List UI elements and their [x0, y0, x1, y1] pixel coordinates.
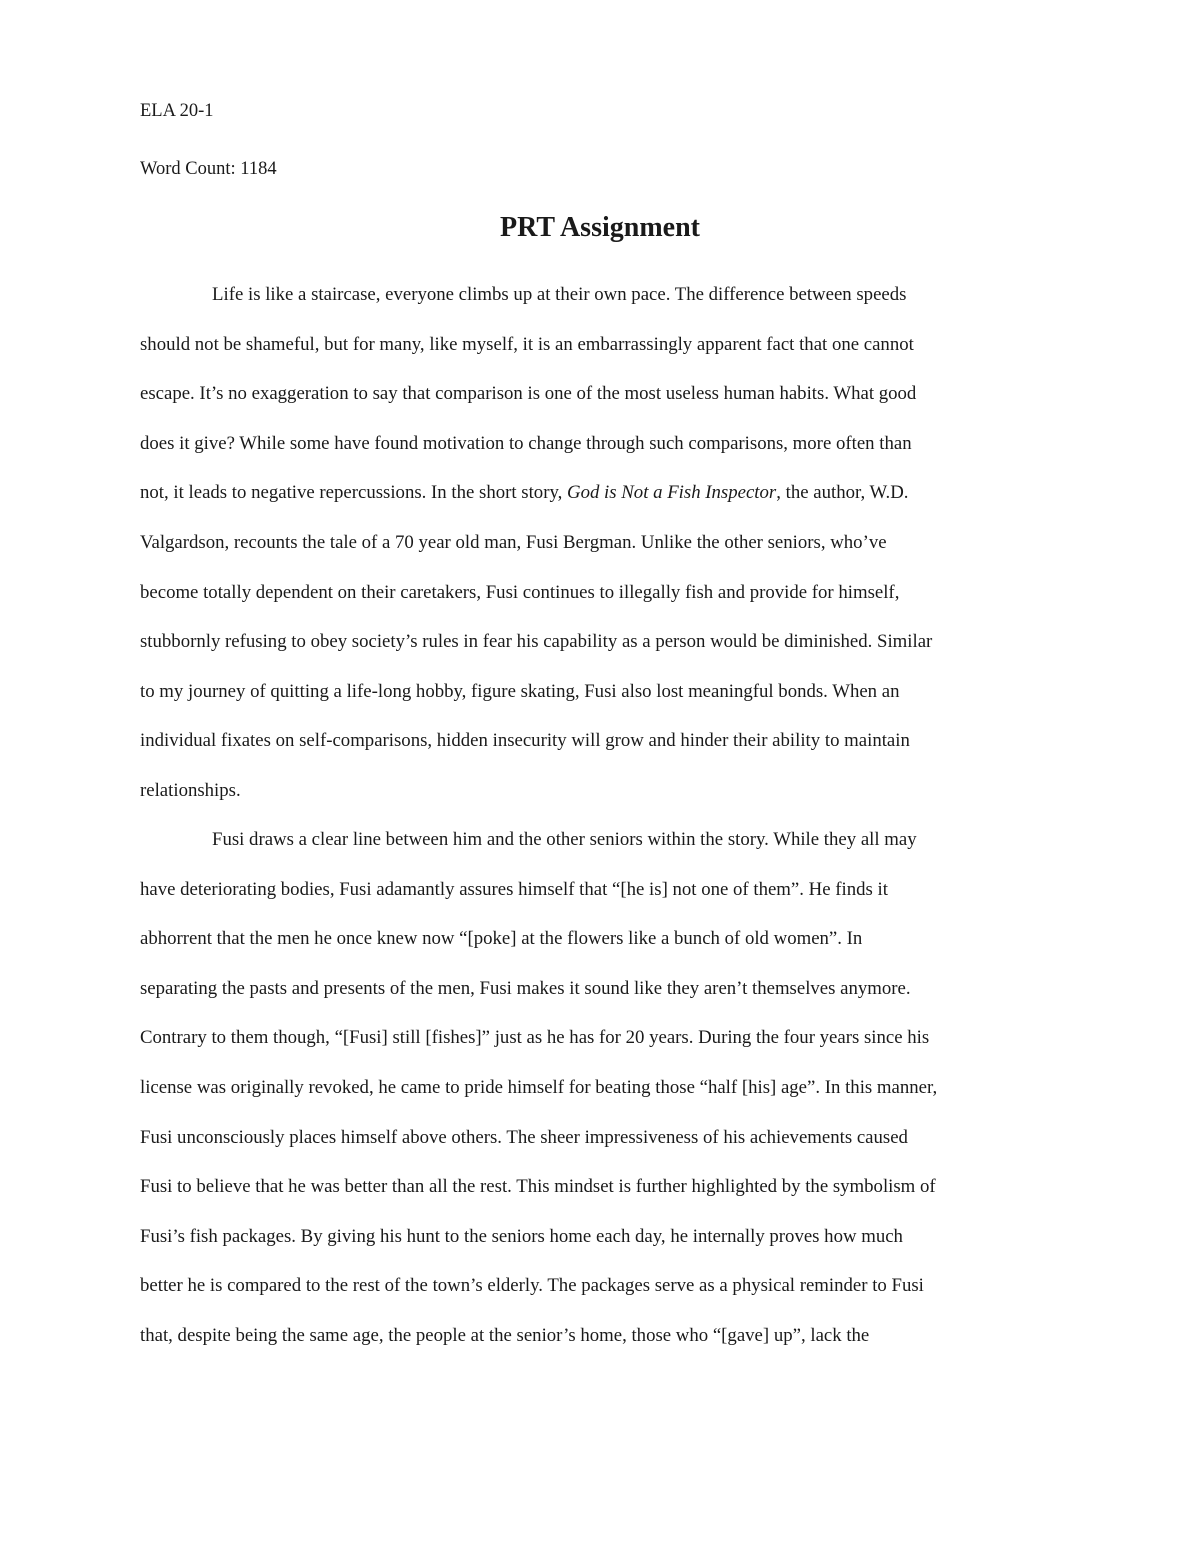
text-segment: have deteriorating bodies, Fusi adamantly assures himself that “[he is] not one of them”. He finds it	[140, 878, 888, 900]
course-label: ELA 20-1	[140, 101, 214, 121]
text-line	[140, 815, 1070, 865]
text-line	[140, 270, 1070, 320]
text-segment: escape. It’s no exaggeration to say that comparison is one of the most useless human habits. What good	[140, 383, 917, 405]
text-line	[140, 766, 1070, 816]
text-line	[140, 1113, 1070, 1163]
text-line	[140, 518, 1070, 568]
text-segment: abhorrent that the men he once knew now “[poke] at the flowers like a bunch of old women”. In	[140, 928, 863, 950]
text-segment: Fusi unconsciously places himself above others. The sheer impressiveness of his achievements caused	[140, 1126, 908, 1148]
text-segment: , the author, W.D.	[776, 482, 909, 504]
text-line	[140, 468, 1070, 518]
text-segment: Valgardson, recounts the tale of a 70 year old man, Fusi Bergman. Unlike the other seniors, who’ve	[140, 531, 887, 553]
text-line	[140, 369, 1070, 419]
text-segment: not, it leads to negative repercussions. In the short story,	[140, 482, 568, 504]
text-segment: become totally dependent on their caretakers, Fusi continues to illegally fish and provide for himself,	[140, 581, 900, 603]
paragraph-2	[140, 815, 1070, 1361]
text-line	[140, 716, 1070, 766]
text-segment: stubbornly refusing to obey society’s rules in fear his capability as a person would be diminished. Similar	[140, 631, 933, 653]
text-segment: Fusi draws a clear line between him and the other seniors within the story. While they all may	[212, 829, 917, 850]
text-line	[140, 964, 1070, 1014]
text-segment: license was originally revoked, he came to pride himself for beating those “half [his] age”. In this manner,	[140, 1076, 938, 1098]
text-line	[140, 1063, 1070, 1113]
text-segment: relationships.	[140, 779, 241, 801]
text-line	[140, 419, 1070, 469]
text-segment: that, despite being the same age, the people at the senior’s home, those who “[gave] up”, lack the	[140, 1324, 870, 1346]
text-segment: Contrary to them though, “[Fusi] still [fishes]” just as he has for 20 years. During the four years since his	[140, 1027, 930, 1049]
text-line	[140, 320, 1070, 370]
story-title: God is Not a Fish Inspector	[567, 482, 777, 504]
text-line	[140, 568, 1070, 618]
text-segment: separating the pasts and presents of the men, Fusi makes it sound like they aren’t themselves anymore.	[140, 977, 911, 999]
text-segment: Fusi’s fish packages. By giving his hunt to the seniors home each day, he internally proves how much	[140, 1225, 903, 1247]
text-segment: Fusi to believe that he was better than all the rest. This mindset is further highlighted by the symbolism of	[140, 1176, 936, 1198]
text-segment: does it give? While some have found motivation to change through such comparisons, more often than	[140, 432, 912, 454]
text-line	[140, 865, 1070, 915]
text-segment: to my journey of quitting a life-long hobby, figure skating, Fusi also lost meaningful bonds. When an	[140, 680, 900, 702]
text-line	[140, 667, 1070, 717]
text-segment: better he is compared to the rest of the town’s elderly. The packages serve as a physical reminder to Fusi	[140, 1275, 924, 1297]
text-line	[140, 1162, 1070, 1212]
paragraph-1	[140, 270, 1070, 816]
text-segment: Life is like a staircase, everyone climbs up at their own pace. The difference between speeds	[212, 284, 907, 305]
text-line	[140, 1212, 1070, 1262]
text-line	[140, 914, 1070, 964]
text-segment: individual fixates on self-comparisons, hidden insecurity will grow and hinder their ability to maintain	[140, 730, 910, 752]
text-line	[140, 617, 1070, 667]
text-line	[140, 1261, 1070, 1311]
text-line	[140, 1013, 1070, 1063]
word-count: Word Count: 1184	[140, 159, 277, 179]
text-segment: should not be shameful, but for many, like myself, it is an embarrassingly apparent fact that one cannot	[140, 333, 914, 355]
text-line	[140, 1311, 1070, 1361]
page-title: PRT Assignment	[500, 212, 700, 243]
